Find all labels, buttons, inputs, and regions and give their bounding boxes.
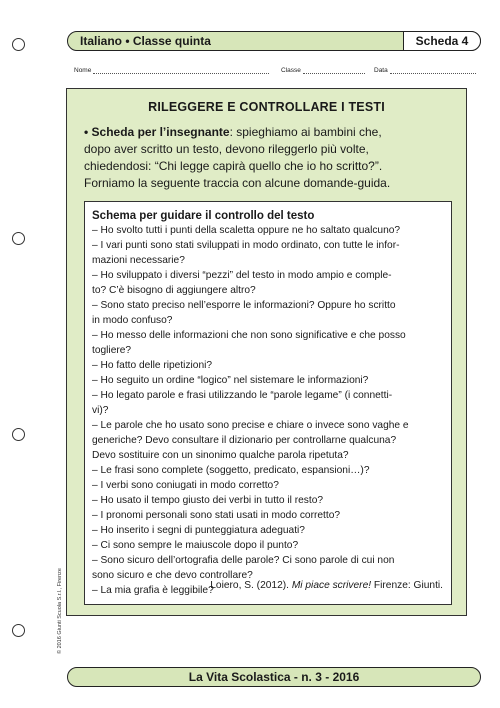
teacher-note-text-3: chiedendosi: “Chi legge capirà quello che io ho scritto?”.: [84, 159, 383, 173]
schema-line: – Ho svolto tutti i punti della scaletta oppure ne ho saltato qualcuno?: [92, 225, 401, 236]
binder-hole-4: [12, 624, 25, 637]
schema-line: – I pronomi personali sono stati usati in modo corretto?: [92, 510, 341, 521]
schema-questions: [92, 223, 448, 598]
schema-line: – Ho fatto delle ripetizioni?: [92, 360, 213, 371]
schema-line: – Ci sono sempre le maiuscole dopo il punto?: [92, 540, 299, 551]
citation: [210, 580, 443, 591]
nome-field[interactable]: [74, 67, 269, 74]
header-bar: [67, 31, 481, 51]
citation-author: Loiero, S. (2012).: [210, 580, 289, 591]
schema-box: [84, 201, 452, 605]
data-field[interactable]: [374, 67, 476, 74]
schema-line: togliere?: [92, 345, 132, 356]
worksheet-title: RILEGGERE E CONTROLLARE I TESTI: [148, 100, 385, 114]
bullet: •: [84, 125, 89, 139]
schema-line: in modo confuso?: [92, 315, 173, 326]
citation-work: Mi piace scrivere!: [291, 580, 372, 591]
nome-label: Nome: [74, 67, 92, 74]
data-label: Data: [374, 67, 388, 74]
schema-line: – Sono sicuro dell’ortografia delle parole? Ci sono parole di cui non: [92, 555, 395, 566]
teacher-note-text-2: dopo aver scritto un testo, devono rileggerlo più volte,: [84, 142, 369, 156]
scheda-number: Scheda 4: [403, 31, 481, 51]
teacher-note: [84, 124, 454, 192]
binder-hole-3: [12, 428, 25, 441]
schema-line: – I vari punti sono stati sviluppati in modo ordinato, con tutte le infor-: [92, 240, 400, 251]
copyright-credit: © 2016 Giunti Scuola S.r.l., Firenze: [57, 568, 63, 654]
teacher-note-text-4: Forniamo la seguente traccia con alcune domande-guida.: [84, 176, 391, 190]
schema-line: sono sicuro e che devo controllare?: [92, 570, 253, 581]
schema-line: – Ho sviluppato i diversi “pezzi” del testo in modo ampio e comple-: [92, 270, 392, 281]
schema-line: to? C’è bisogno di aggiungere altro?: [92, 285, 256, 296]
schema-line: – Le parole che ho usato sono precise e chiare o invece sono vaghe e: [92, 420, 409, 431]
schema-line: – Ho messo delle informazioni che non sono significative e che posso: [92, 330, 406, 341]
teacher-note-text-1: : spieghiamo ai bambini che,: [229, 125, 382, 139]
binder-hole-1: [12, 38, 25, 51]
citation-publisher: Firenze: Giunti.: [373, 580, 443, 591]
teacher-note-line-1: [84, 124, 454, 141]
classe-line: [303, 67, 365, 74]
classe-field[interactable]: [281, 67, 365, 74]
schema-line: – Ho seguito un ordine “logico” nel sistemare le informazioni?: [92, 375, 369, 386]
schema-line: – Sono stato preciso nell’esporre le informazioni? Oppure ho scritto: [92, 300, 396, 311]
nome-line: [93, 67, 269, 74]
schema-line: mazioni necessarie?: [92, 255, 185, 266]
schema-line: Devo sostituire con un sinonimo qualche parola ripetuta?: [92, 450, 349, 461]
schema-line: – Ho inserito i segni di punteggiatura adeguati?: [92, 525, 305, 536]
classe-label: Classe: [281, 67, 301, 74]
schema-line: vi)?: [92, 405, 109, 416]
schema-line: – I verbi sono coniugati in modo corretto?: [92, 480, 279, 491]
data-line: [390, 67, 476, 74]
student-fields: [74, 67, 478, 79]
schema-line: – Le frasi sono complete (soggetto, predicato, espansioni…)?: [92, 465, 370, 476]
schema-line: generiche? Devo consultare il dizionario per controllarne qualcuna?: [92, 435, 397, 446]
schema-title: Schema per guidare il controllo del testo: [92, 210, 315, 222]
teacher-note-label: Scheda per l’insegnante: [91, 125, 230, 139]
schema-line: – La mia grafia è leggibile?: [92, 585, 214, 596]
binder-hole-2: [12, 232, 25, 245]
footer-bar: La Vita Scolastica - n. 3 - 2016: [67, 667, 481, 687]
schema-line: – Ho legato parole e frasi utilizzando le “parole legame” (i connetti-: [92, 390, 393, 401]
schema-line: – Ho usato il tempo giusto dei verbi in tutto il resto?: [92, 495, 324, 506]
header-title: Italiano • Classe quinta: [80, 34, 211, 48]
worksheet-panel: [66, 88, 467, 616]
